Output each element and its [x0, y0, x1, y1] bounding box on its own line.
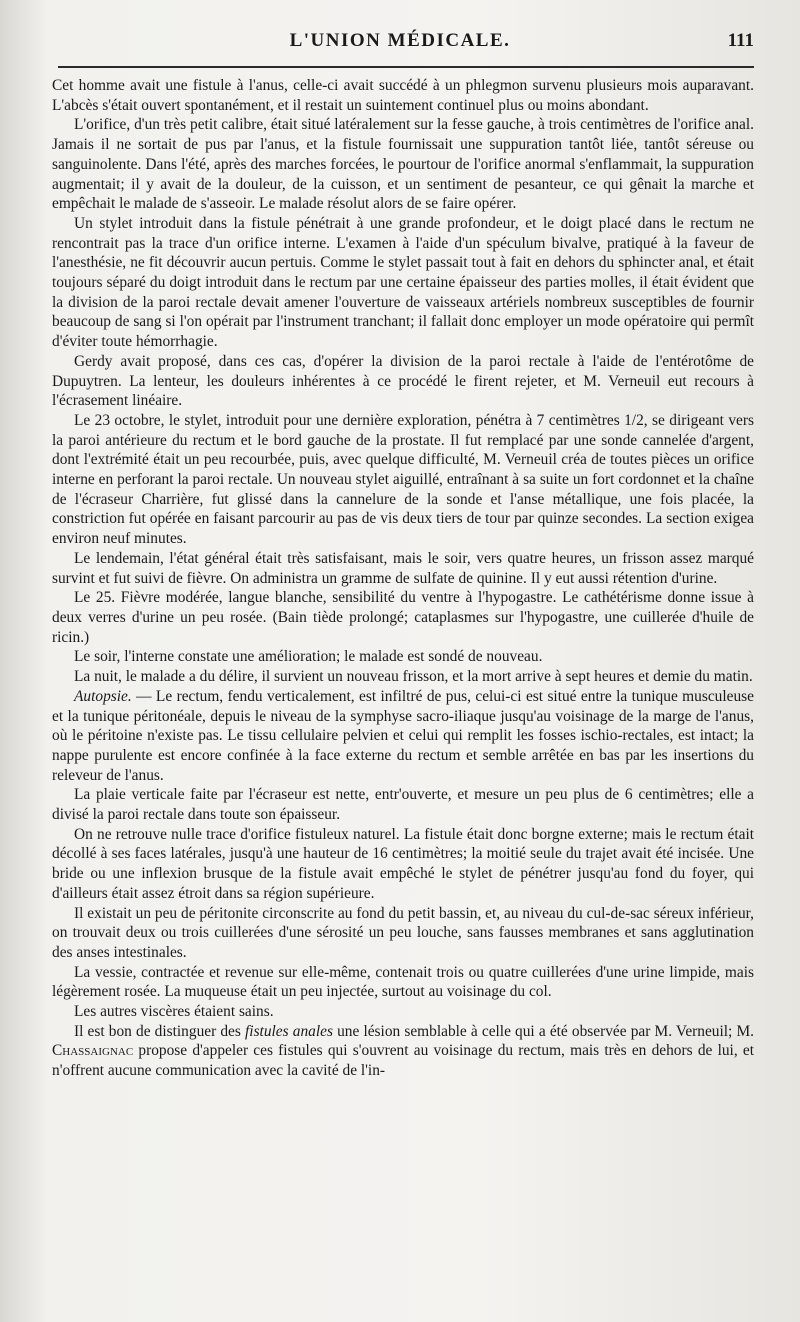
paragraph: Les autres viscères étaient sains.: [74, 1003, 274, 1021]
paragraph: Cet homme avait une fistule à l'anus, celle-ci avait succédé à un phlegmon survenu plusieurs mois auparavant. L'abcès s'était ouvert spontanément, et il restait un suintement continuel plus ou moins abondant.: [52, 77, 754, 114]
running-title: L'UNION MÉDICALE.: [289, 30, 511, 51]
paragraph: La plaie verticale faite par l'écraseur est nette, entr'ouverte, et mesure un peu plus de 6 centimètres; elle a divisé la paroi rectale dans toute son épaisseur.: [52, 786, 754, 824]
paragraph: Gerdy avait proposé, dans ces cas, d'opérer la division de la paroi rectale à l'aide de l'entérotôme de Dupuytren. La lenteur, les douleurs inhérentes à ce procédé le firent rejeter, et M. Verneuil eut recours à l'écrasement linéaire.: [52, 352, 754, 410]
paragraph: Le 23 octobre, le stylet, introduit pour une dernière exploration, pénétra à 7 centimètres 1/2, se dirigeant vers la paroi antérieure du rectum et le bord gauche de la prostate. Il fut remplacé par une sonde cannelée d'argent, dont l'extrémité était un peu recourbée, puis, avec quelque difficulté, M. Verneuil créa de toutes pièces un orifice interne en perforant la paroi rectale. Un nouveau stylet aiguillé, entraînant à sa suite un fort cordonnet et la chaîne de l'écraseur Charrière, fut glissé dans la cannelure de la sonde et l'anse métallique, une fois placée, la constriction fut opérée en faisant parcourir au pas de vis deux tiers de tour par quinze secondes. La section exigea environ neuf minutes.: [52, 411, 754, 548]
italic-term: fistules anales: [245, 1022, 333, 1040]
paragraph-final: Il est bon de distinguer des fistules anales une lésion semblable à celle qui a été observée par M. Verneuil; M. Chassaignac propose d'appeler ces fistules qui s'ouvrent au voisinage du rectum, mais très en dehors de lui, et n'offrent aucune communication avec la cavité de l'in-: [52, 1022, 754, 1080]
paragraph: L'orifice, d'un très petit calibre, était situé latéralement sur la fesse gauche, à trois centimètres de l'orifice anal. Jamais il ne sortait de pus par l'anus, et la fistule fournissait une suppuration tantôt liée, tantôt séreuse ou sanguinolente. Dans l'été, après des marches forcées, le pourtour de l'orifice anormal s'enflammait, la suppuration augmentait; il y avait de la douleur, de la cuisson, et un sentiment de pesanteur, ce qui gênait la marche et empêchait le malade de s'asseoir. Le malade résolut alors de se faire opérer.: [52, 116, 754, 213]
author-name: Chassaignac: [52, 1042, 134, 1060]
paragraph: Il existait un peu de péritonite circonscrite au fond du petit bassin, et, au niveau du cul-de-sac séreux inférieur, on trouvait deux ou trois cuillerées d'une sérosité un peu louche, sans fausses membranes et sans agglutination des anses intestinales.: [52, 904, 754, 961]
article-body: [52, 76, 754, 1081]
page-number: 111: [727, 30, 754, 51]
paragraph: Un stylet introduit dans la fistule pénétrait à une grande profondeur, et le doigt placé dans le rectum ne rencontrait pas la trace d'un orifice interne. L'examen à l'aide d'un spéculum bivalve, pratiqué à la faveur de l'anesthésie, ne fit découvrir aucun pertuis. Comme le stylet passait tout à fait en dehors du sphincter anal, et était toujours séparé du doigt introduit dans le rectum par une certaine épaisseur des parties molles, il était évident que la division de la paroi rectale devait amener l'ouverture de vaisseaux artériels nombreux susceptibles de fournir beaucoup de sang si l'on opérait par l'instrument tranchant; il fallait donc employer un mode opératoire qui permît d'éviter toute hémorrhagie.: [52, 214, 754, 351]
paragraph: Le lendemain, l'état général était très satisfaisant, mais le soir, vers quatre heures, un frisson assez marqué survint et fut suivi de fièvre. On administra un gramme de sulfate de quinine. Il y eut aussi rétention d'urine.: [52, 549, 754, 587]
paragraph-autopsy: Autopsie. — Le rectum, fendu verticalement, est infiltré de pus, celui-ci est situé entre la tunique musculeuse et la tunique péritonéale, depuis le niveau de la symphyse sacro-iliaque jusqu'au voisinage de la marge de l'anus, où le péritoine n'existe pas. Le tissu cellulaire pelvien et celui qui remplit les fosses ischio-rectales, est intact; la nappe purulente est encore confinée à la face externe du rectum et semble arrêtée en bas par les insertions du releveur de l'anus.: [52, 687, 754, 784]
paragraph: On ne retrouve nulle trace d'orifice fistuleux naturel. La fistule était donc borgne externe; mais le rectum était décollé à ses faces latérales, jusqu'à une hauteur de 16 centimètres; la moitié seule du trajet avait été incisée. Une bride ou une inflexion brusque de la fistule avait empêché le stylet de pénétrer jusqu'au fond du foyer, qui d'ailleurs était assez étroit dans sa région supérieure.: [52, 825, 754, 902]
section-lead-in: Autopsie.: [74, 687, 132, 705]
paragraph: La vessie, contractée et revenue sur elle-même, contenait trois ou quatre cuillerées d'une urine limpide, mais légèrement rosée. La muqueuse était un peu injectée, surtout au voisinage du col.: [52, 963, 754, 1001]
page-header: [0, 30, 800, 56]
paragraph: Le 25. Fièvre modérée, langue blanche, sensibilité du ventre à l'hypogastre. Le cathétérisme donne issue à deux verres d'urine un peu rosée. (Bain tiède prolongé; cataplasmes sur l'hypogastre, une cuillerée d'huile de ricin.): [52, 589, 754, 646]
paragraph: Le soir, l'interne constate une amélioration; le malade est sondé de nouveau.: [74, 648, 543, 666]
paragraph: La nuit, le malade a du délire, il survient un nouveau frisson, et la mort arrive à sept heures et demie du matin.: [74, 668, 753, 686]
header-rule: [58, 66, 754, 68]
